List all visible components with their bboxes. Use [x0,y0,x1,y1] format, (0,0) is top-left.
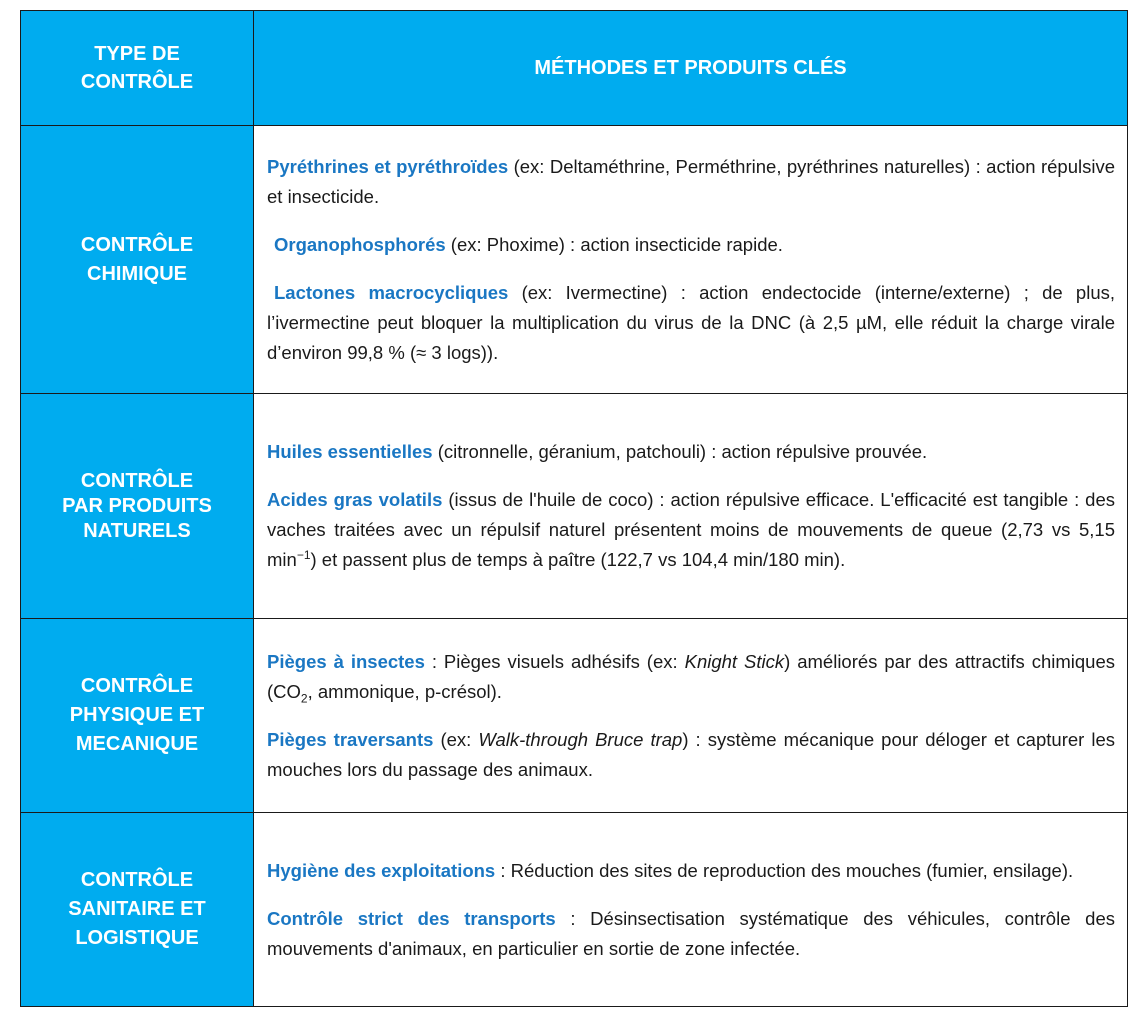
methods-cell-chemical [254,126,1128,394]
subscript: 2 [300,691,308,706]
method-desc: , ammonique, p-crésol). [307,680,502,702]
method-desc: (ex: Phoxime) : action insecticide rapide. [445,233,783,255]
header-type-cell [21,11,254,126]
category-line: NATURELS [83,519,191,542]
category-line: SANITAIRE ET [68,898,206,920]
category-cell-physical [21,619,254,813]
category-line: CONTRÔLE [80,233,194,256]
method-desc: : Pièges visuels adhésifs (ex: [424,650,685,672]
method-item [267,437,1115,467]
method-desc: (ex: Ivermectine) : action endectocide (interne/externe) ; de plus, l’ivermectine peut bloquer la multiplication du virus de la DNC (à 2,5 µM, elle réduit la charge virale d’environ 99,8 % (≈ 3 logs)). [267,281,1115,363]
method-term: Lactones macrocycliques [274,281,509,303]
superscript: −1 [296,547,311,562]
method-item [267,647,1115,707]
method-example: Walk-through Bruce trap [478,728,683,750]
header-type-line2: CONTRÔLE [80,71,194,93]
table-row [21,619,1128,813]
method-term: Huiles essentielles [267,441,433,462]
method-desc: ) améliorés par des attractifs chimiques (CO [267,650,1115,702]
method-example: Knight Stick [684,650,785,672]
table-row [21,394,1128,619]
method-item [267,152,1115,212]
method-item [267,278,1115,368]
method-item [267,725,1115,785]
method-desc: ) et passent plus de temps à paître (122,7 vs 104,4 min/180 min). [310,549,846,570]
category-cell-natural [21,394,254,619]
method-term: Hygiène des exploitations [267,859,496,881]
header-type-line1: TYPE DE [94,43,180,65]
method-item [267,856,1115,886]
method-desc: (ex: [433,728,479,750]
method-desc: (citronnelle, géranium, patchouli) : action répulsive prouvée. [432,441,928,462]
category-line: LOGISTIQUE [75,927,199,949]
category-cell-chemical [21,126,254,394]
table-row [21,126,1128,394]
method-item [267,230,1115,260]
header-methods-cell: MÉTHODES ET PRODUITS CLÉS [254,11,1128,126]
category-line: CONTRÔLE [80,469,194,492]
method-term: Pièges traversants [267,728,434,750]
method-desc: (issus de l'huile de coco) : action répulsive efficace. L'efficacité est tangible : des vaches traitées avec un répulsif naturel présentent moins de mouvements de queue (2,73 vs 5,15 min [267,489,1115,570]
category-line: CONTRÔLE [80,675,194,697]
category-line: PHYSIQUE ET [69,704,205,726]
method-term: Acides gras volatils [267,489,443,510]
category-line: CONTRÔLE [80,869,194,891]
methods-cell-sanitary [254,813,1128,1007]
table-header-row [21,11,1128,126]
methods-cell-physical [254,619,1128,813]
method-term: Contrôle strict des transports [267,907,556,929]
method-desc: (ex: Deltaméthrine, Perméthrine, pyréthrines naturelles) : action répulsive et insecticide. [267,155,1115,207]
method-desc: ) : système mécanique pour déloger et capturer les mouches lors du passage des animaux. [267,728,1115,780]
method-term: Organophosphorés [274,233,446,255]
category-line: CHIMIQUE [87,262,187,285]
methods-cell-natural [254,394,1128,619]
category-line: PAR PRODUITS [62,494,212,517]
category-cell-sanitary [21,813,254,1007]
method-item [267,904,1115,964]
control-methods-table [20,10,1128,1007]
category-line: MECANIQUE [75,733,199,755]
method-desc: : Désinsectisation systématique des véhicules, contrôle des mouvements d'animaux, en particulier en sortie de zone infectée. [267,907,1115,959]
method-item [267,485,1115,575]
table-row [21,813,1128,1007]
method-term: Pyréthrines et pyréthroïdes [267,155,509,177]
method-desc: : Réduction des sites de reproduction des mouches (fumier, ensilage). [495,859,1074,881]
method-term: Pièges à insectes [267,650,425,672]
